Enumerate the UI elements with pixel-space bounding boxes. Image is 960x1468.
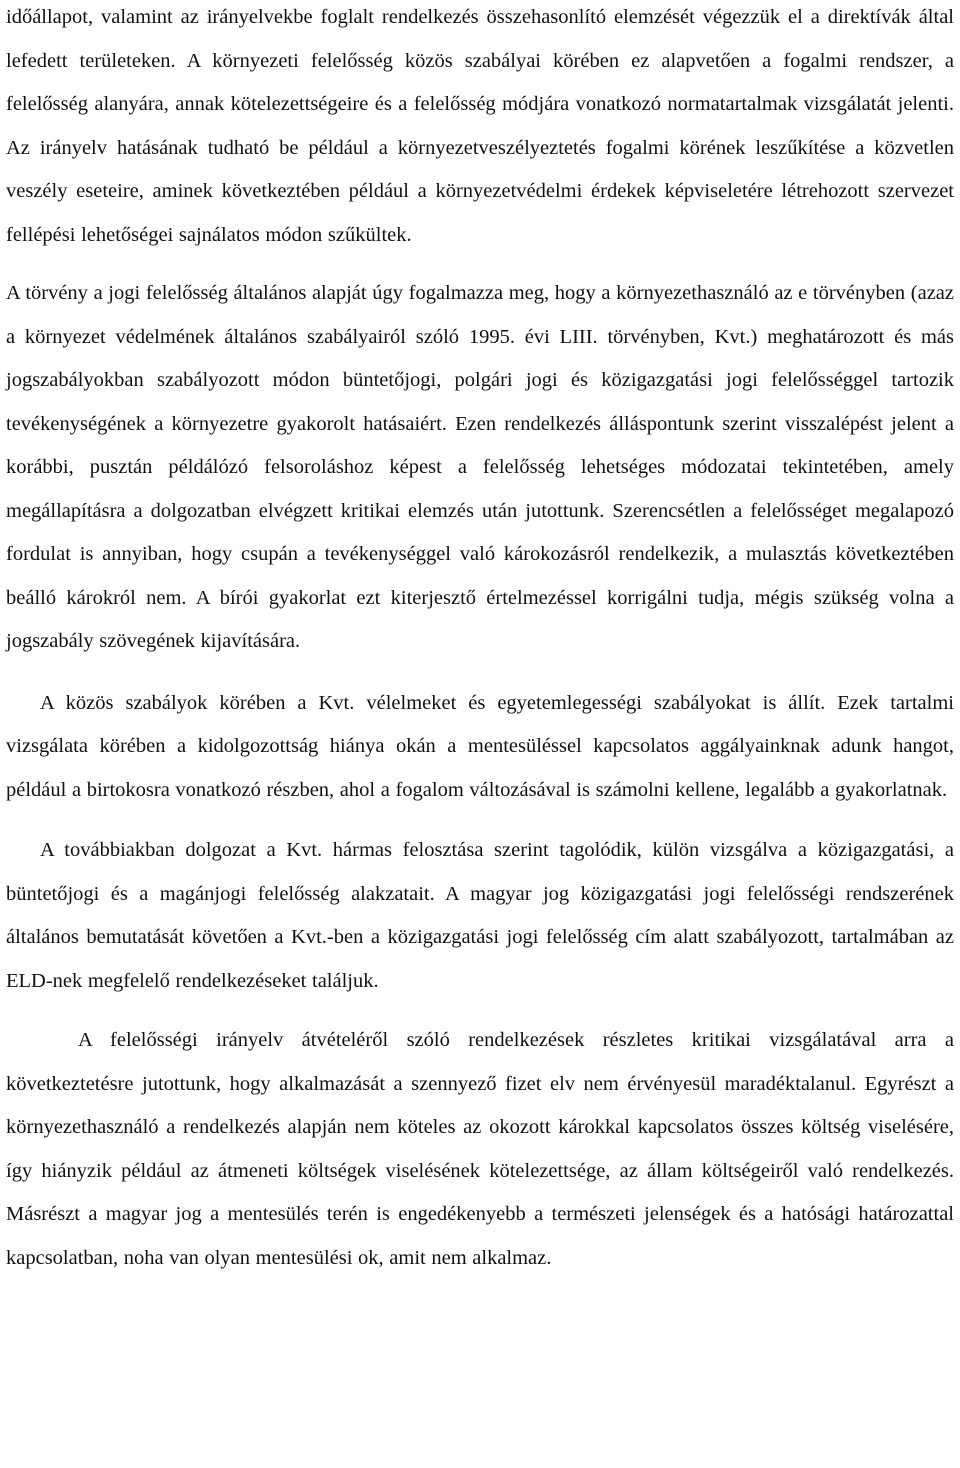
- paragraph-3: A közös szabályok körében a Kvt. vélelmeket és egyetemlegességi szabályokat is állít. Ezek tartalmi vizsgálata körében a kidolgozottság hiánya okán a mentesüléssel kapcsolatos aggályainknak adunk hangot, például a birtokosra vonatkozó részben, ahol a fogalom változásával is számolni kellene, legalább a gyakorlatnak.: [6, 691, 954, 801]
- paragraph-5: A felelősségi irányelv átvételéről szóló rendelkezések részletes kritikai vizsgálatával arra a következtetésre jutottunk, hogy alkalmazását a szennyező fizet elv nem érvényesül maradéktalanul. Egyrészt a környezethasználó a rendelkezés alapján nem köteles az okozott károkkal kapcsolatos összes költség viselésére, így hiányzik például az átmeneti költségek viselésének kötelezettsége, az állam költségeiről való rendelkezés. Másrészt a magyar jog a mentesülés terén is engedékenyebb a természeti jelenségek és a hatósági határozattal kapcsolatban, noha van olyan mentesülési ok, amit nem alkalmaz.: [6, 1029, 954, 1269]
- paragraph-4: A továbbiakban dolgozat a Kvt. hármas felosztása szerint tagolódik, külön vizsgálva a közigazgatási, a büntetőjogi és a magánjogi felelősség alakzatait. A magyar jog közigazgatási jogi felelősségi rendszerének általános bemutatását követően a Kvt.-ben a közigazgatási jogi felelősség cím alatt szabályozott, tartalmában az ELD-nek megfelelő rendelkezéseket találjuk.: [6, 839, 954, 992]
- paragraph-2: A törvény a jogi felelősség általános alapját úgy fogalmazza meg, hogy a környezethasználó az e törvényben (azaz a környezet védelmének általános szabályairól szóló 1995. évi LIII. törvényben, Kvt.) meghatározott és más jogszabályokban szabályozott módon büntetőjogi, polgári jogi és közigazgatási jogi felelősséggel tartozik tevékenységének a környezetre gyakorolt hatásaiért. Ezen rendelkezés álláspontunk szerint visszalépést jelent a korábbi, pusztán példálózó felsoroláshoz képest a felelősség lehetséges módozatai tekintetében, amely megállapításra a dolgozatban elvégzett kritikai elemzés után jutottunk. Szerencsétlen a felelősséget megalapozó fordulat is annyiban, hogy csupán a tevékenységgel való károkozásról rendelkezik, a mulasztás következtében beálló károkról nem. A bírói gyakorlat ezt kiterjesztő értelmezéssel korrigálni tudja, mégis szükség volna a jogszabály szövegének kijavítására.: [6, 282, 954, 652]
- paragraph-1: időállapot, valamint az irányelvekbe foglalt rendelkezés összehasonlító elemzését végezzük el a direktívák által lefedett területeken. A környezeti felelősség közös szabályai körében ez alapvetően a fogalmi rendszer, a felelősség alanyára, annak kötelezettségeire és a felelősség módjára vonatkozó normatartalmak vizsgálatát jelenti. Az irányelv hatásának tudható be például a környezetveszélyeztetés fogalmi körének leszűkítése a közvetlen veszély eseteire, aminek következtében például a környezetvédelmi érdekek képviseletére létrehozott szervezet fellépési lehetőségei sajnálatos módon szűkültek.: [6, 6, 954, 246]
